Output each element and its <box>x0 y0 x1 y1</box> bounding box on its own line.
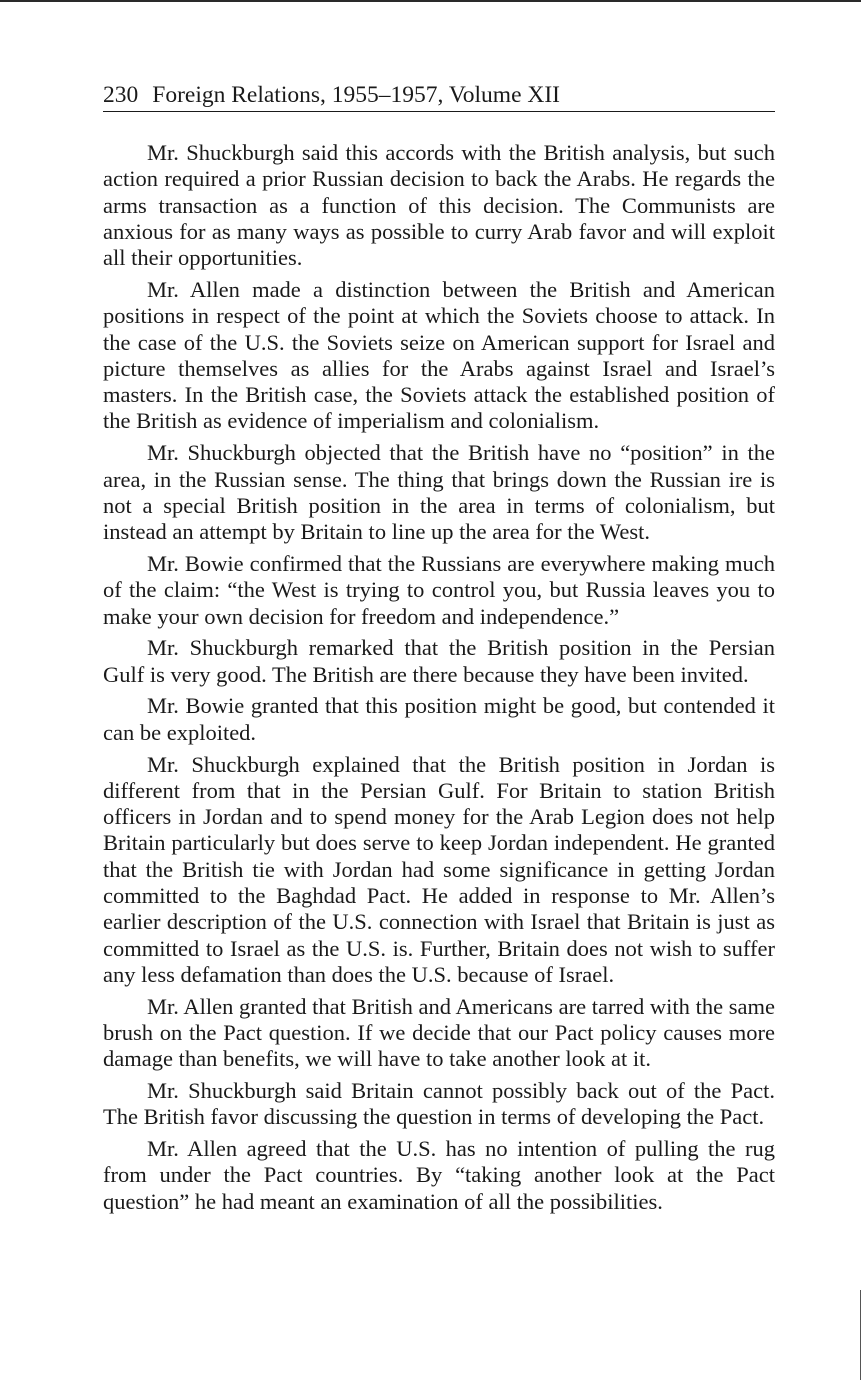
paragraph-bowie-confirmation: Mr. Bowie confirmed that the Russians are everywhere making much of the claim: “the West is trying to control you, but Russia leaves you to make your own decision for freedom and independence.” <box>103 550 775 629</box>
paragraph-allen-tarred: Mr. Allen granted that British and Americans are tarred with the same brush on the Pact question. If we decide that our Pact policy causes more damage than benefits, we will have to take another look at it. <box>103 993 775 1072</box>
body-text <box>103 140 775 1221</box>
paragraph-back-out: Mr. Shuckburgh said Britain cannot possibly back out of the Pact. The British favor discussing the question in terms of developing the Pact. <box>103 1078 775 1130</box>
paragraph-allen-distinction: Mr. Allen made a distinction between the British and American positions in respect of the point at which the Soviets choose to attack. In the case of the U.S. the Soviets seize on American support for Israel and picture themselves as allies for the Arabs against Israel and Israel’s masters. In the British case, the Soviets attack the established position of the British as evidence of imperialism and colonialism. <box>103 276 775 434</box>
paragraph-persian-gulf: Mr. Shuckburgh remarked that the British position in the Persian Gulf is very good. The British are there because they have been invited. <box>103 635 775 687</box>
scan-top-edge <box>0 0 861 2</box>
paragraph-jordan: Mr. Shuckburgh explained that the British position in Jordan is different from that in the Persian Gulf. For Britain to station British officers in Jordan and to spend money for the Arab Legion does not help Britain particularly but does serve to keep Jordan independent. He granted that the British tie with Jordan had some significance in getting Jordan committed to the Baghdad Pact. He added in response to Mr. Allen’s earlier description of the U.S. connection with Israel that Britain is just as committed to Israel as the U.S. is. Further, Britain does not wish to suffer any less defamation than does the U.S. because of Israel. <box>103 751 775 987</box>
paragraph-bowie-exploited: Mr. Bowie granted that this position might be good, but contended it can be exploited. <box>103 693 775 745</box>
paragraph-allen-rug: Mr. Allen agreed that the U.S. has no intention of pulling the rug from under the Pact countries. By “taking another look at the Pact question” he had meant an examination of all the possibilities. <box>103 1136 775 1214</box>
page-number: 230 <box>103 82 139 108</box>
book-title: Foreign Relations, 1955–1957, Volume XII <box>152 82 561 108</box>
paragraph-shuckburgh-objection: Mr. Shuckburgh objected that the British have no “position” in the area, in the Russian sense. The thing that brings down the Russian ire is not a special British position in the area in terms of colonialism, but instead an attempt by Britain to line up the area for the West. <box>103 440 775 545</box>
paragraph-shuckburgh-analysis: Mr. Shuckburgh said this accords with the British analysis, but such action required a prior Russian decision to back the Arabs. He regards the arms transaction as a function of this decision. The Communists are anxious for as many ways as possible to curry Arab favor and will exploit all their opportunities. <box>103 140 775 271</box>
running-header <box>103 80 775 112</box>
